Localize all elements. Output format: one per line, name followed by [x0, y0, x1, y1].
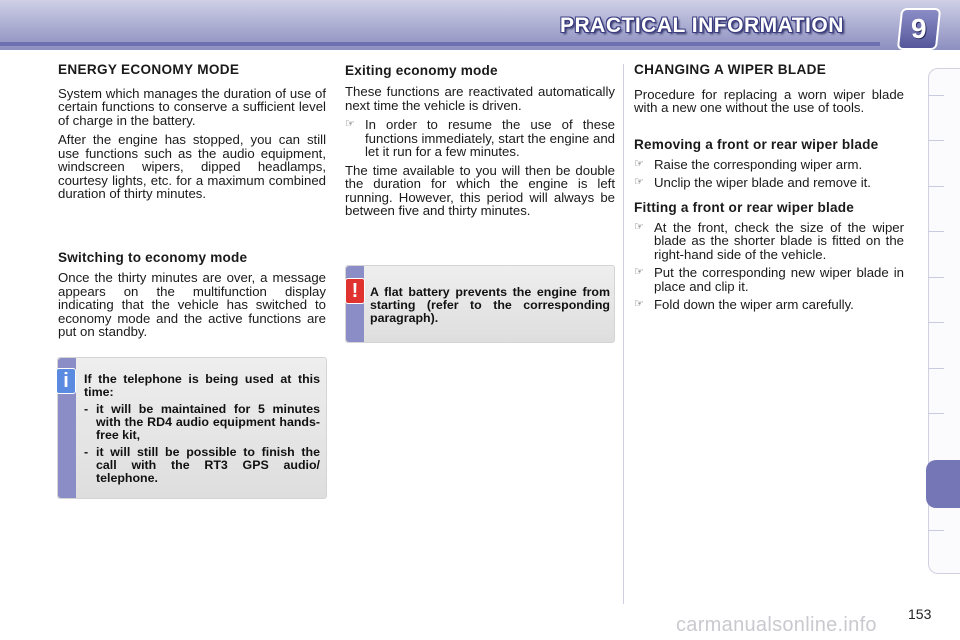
- fitting-wiper-heading: Fitting a front or rear wiper blade: [634, 199, 854, 215]
- info-note-item-text: it will still be possible to finish the call with the RT3 GPS audio/ telephone.: [96, 445, 320, 485]
- energy-economy-details: After the engine has stopped, you can still use functions such as the audio equipment, windscreen wipers, dipped headlamps, courtesy lights, etc. for a maximum combined duration of thirty minutes.: [58, 132, 326, 201]
- tab-divider: [928, 413, 944, 414]
- exiting-economy-intro: These functions are reactivated automatically next time the vehicle is driven.: [345, 84, 615, 113]
- tab-divider: [928, 95, 944, 96]
- energy-economy-intro: System which manages the duration of use of certain functions to conserve a sufficient level of charge in the battery.: [58, 85, 326, 128]
- removing-step: [634, 176, 904, 190]
- page-number: 153: [908, 606, 932, 622]
- pointing-hand-icon: ☞: [634, 266, 644, 278]
- info-note-item: - it will be maintained for 5 minutes with the RD4 audio equipment hands-free kit,: [84, 402, 320, 442]
- fitting-step: [634, 298, 904, 312]
- exiting-economy-duration: The time available to you will then be double the duration for which the engine is left running. However, this period will always be between five and thirty minutes.: [345, 162, 615, 218]
- column-divider: [623, 64, 624, 604]
- warning-note-text: A flat battery prevents the engine from starting (refer to the corresponding paragraph).: [370, 285, 610, 325]
- bullet-text: In order to resume the use of these functions immediately, start the engine and let it run for a few minutes.: [365, 117, 615, 159]
- pointing-hand-icon: ☞: [345, 118, 355, 130]
- switching-economy-text: Once the thirty minutes are over, a message appears on the multifunction display indicating that the vehicle has switched to economy mode and the active functions are put on standby.: [58, 270, 326, 339]
- step-text: Put the corresponding new wiper blade in place and clip it.: [654, 265, 904, 294]
- exiting-economy-column: [345, 63, 615, 224]
- warning-note-box: [345, 265, 615, 343]
- step-text: Raise the corresponding wiper arm.: [654, 156, 863, 172]
- tab-divider: [928, 140, 944, 141]
- energy-economy-column: [58, 63, 326, 207]
- info-note-box: [57, 357, 327, 499]
- watermark: carmanualsonline.info: [676, 614, 877, 636]
- tab-divider: [928, 186, 944, 187]
- pointing-hand-icon: ☞: [634, 298, 644, 310]
- tab-divider: [928, 368, 944, 369]
- removing-step: [634, 158, 904, 172]
- chapter-number: 9: [911, 13, 927, 44]
- exiting-economy-heading: Exiting economy mode: [345, 63, 498, 78]
- info-icon: i: [56, 368, 76, 394]
- header-rule: [0, 42, 880, 46]
- tab-divider: [928, 530, 944, 531]
- step-text: Fold down the wiper arm carefully.: [654, 297, 854, 312]
- energy-economy-heading: ENERGY ECONOMY MODE: [58, 62, 240, 77]
- pointing-hand-icon: ☞: [634, 220, 644, 233]
- section-title: PRACTICAL INFORMATION: [560, 14, 844, 37]
- wiper-blade-heading: CHANGING A WIPER BLADE: [634, 62, 827, 77]
- info-note-item-text: it will be maintained for 5 minutes with the RD4 audio equipment hands-free kit,: [96, 402, 320, 442]
- wiper-blade-intro: Procedure for replacing a worn wiper blade with a new one without the use of tools.: [634, 86, 904, 115]
- switching-economy-section: [58, 250, 326, 345]
- info-note-item: - it will still be possible to finish the call with the RT3 GPS audio/ telephone.: [84, 445, 320, 485]
- active-chapter-tab[interactable]: [926, 460, 960, 508]
- pointing-hand-icon: ☞: [634, 157, 644, 170]
- fitting-step: [634, 221, 904, 262]
- tab-divider: [928, 231, 944, 232]
- info-note-intro: If the telephone is being used at this time:: [84, 372, 320, 399]
- warning-icon: !: [345, 278, 365, 304]
- switching-economy-heading: Switching to economy mode: [58, 250, 248, 265]
- chapter-badge: [897, 8, 941, 50]
- fitting-step: [634, 266, 904, 293]
- pointing-hand-icon: ☞: [634, 176, 644, 188]
- tab-divider: [928, 322, 944, 323]
- removing-wiper-heading: Removing a front or rear wiper blade: [634, 136, 879, 152]
- exiting-economy-bullet: [345, 118, 615, 159]
- info-note-text: [84, 373, 320, 485]
- step-text: At the front, check the size of the wiper blade as the shorter blade is fitted on the right-hand side of the vehicle.: [654, 219, 904, 262]
- wiper-blade-column: [634, 63, 904, 317]
- tab-divider: [928, 277, 944, 278]
- step-text: Unclip the wiper blade and remove it.: [654, 175, 871, 190]
